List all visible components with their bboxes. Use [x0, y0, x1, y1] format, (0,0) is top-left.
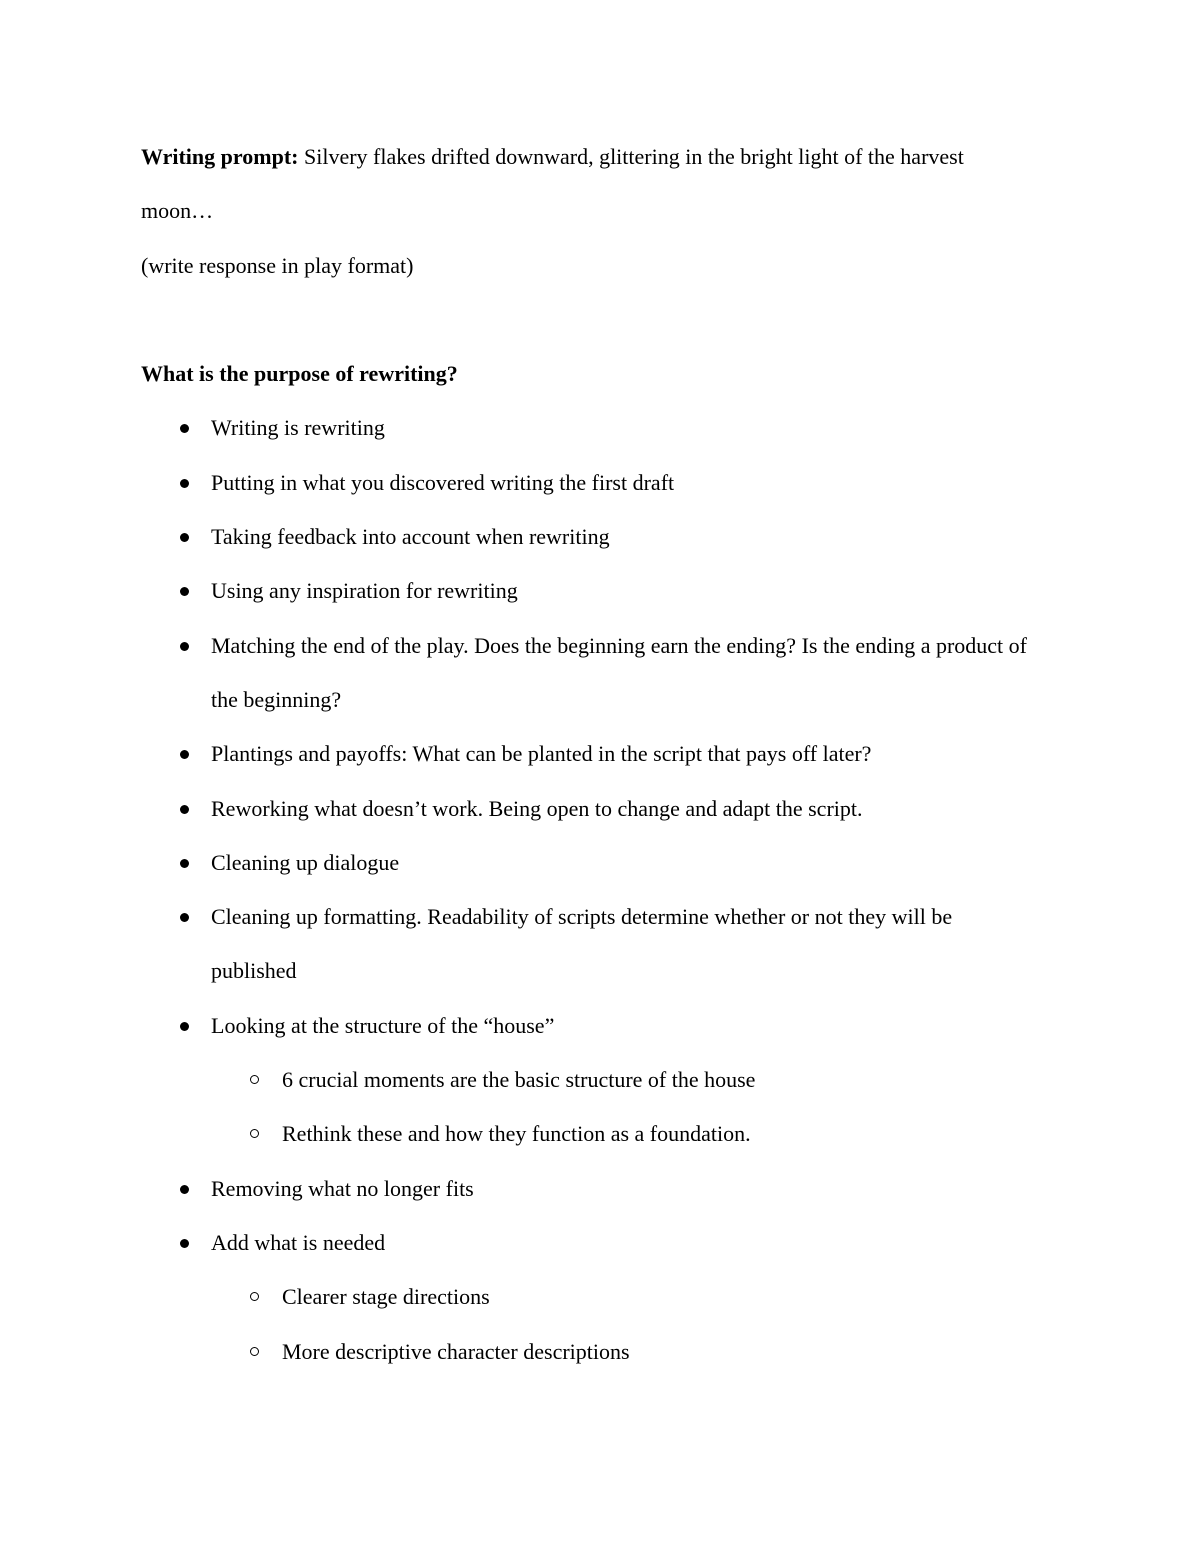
bullet-icon [180, 859, 189, 868]
bullet-icon [180, 913, 189, 922]
sub-list-item-text: 6 crucial moments are the basic structure of the house [282, 1067, 756, 1093]
hollow-bullet-icon [250, 1075, 259, 1084]
bullet-icon [180, 1239, 189, 1248]
list-item-text: Removing what no longer fits [211, 1175, 474, 1201]
list-item [141, 510, 1041, 564]
writing-prompt-text: Silvery flakes drifted downward, glittering in the bright light of the harvest moon… [141, 144, 964, 224]
sub-list-item [211, 1325, 1041, 1379]
writing-prompt [141, 130, 1041, 239]
list-item-text: Looking at the structure of the “house” [211, 1012, 555, 1038]
bullet-icon [180, 587, 189, 596]
sub-list-item [211, 1270, 1041, 1324]
section-heading: What is the purpose of rewriting? [141, 361, 458, 387]
list-item [141, 401, 1041, 455]
sub-list-item-text: Clearer stage directions [282, 1284, 490, 1310]
sub-list-item [211, 1107, 1041, 1161]
list-item [141, 1216, 1041, 1379]
writing-prompt-label: Writing prompt: [141, 144, 299, 169]
list-item-text: Cleaning up dialogue [211, 849, 400, 875]
list-item [141, 564, 1041, 618]
document-body [141, 130, 1041, 1379]
sub-list-item-text: Rethink these and how they function as a foundation. [282, 1121, 751, 1147]
bullet-icon [180, 479, 189, 488]
hollow-bullet-icon [250, 1292, 259, 1301]
list-item [141, 999, 1041, 1162]
list-item-text: Reworking what doesn’t work. Being open to change and adapt the script. [211, 795, 863, 821]
bullet-icon [180, 424, 189, 433]
list-item-text: Add what is needed [211, 1229, 386, 1255]
bullet-icon [180, 805, 189, 814]
sub-list-item-text: More descriptive character descriptions [282, 1338, 630, 1364]
list-item [141, 1162, 1041, 1216]
list-item [141, 890, 1041, 999]
purpose-list [141, 401, 1041, 1378]
bullet-icon [180, 1022, 189, 1031]
hollow-bullet-icon [250, 1347, 259, 1356]
bullet-icon [180, 1185, 189, 1194]
list-item [141, 456, 1041, 510]
sub-list [211, 1053, 1041, 1162]
sub-list [211, 1270, 1041, 1379]
list-item [141, 836, 1041, 890]
hollow-bullet-icon [250, 1129, 259, 1138]
bullet-icon [180, 750, 189, 759]
list-item [141, 727, 1041, 781]
list-item [141, 619, 1041, 728]
sub-list-item [211, 1053, 1041, 1107]
prompt-instruction: (write response in play format) [141, 252, 414, 278]
list-item [141, 782, 1041, 836]
list-item-text: Plantings and payoffs: What can be planted in the script that pays off later? [211, 741, 872, 767]
list-item-text: Taking feedback into account when rewriting [211, 524, 610, 550]
list-item-text: Putting in what you discovered writing the first draft [211, 469, 675, 495]
list-item-text: Cleaning up formatting. Readability of scripts determine whether or not they will be published [211, 904, 953, 984]
blank-line [141, 293, 1041, 347]
list-item-text: Using any inspiration for rewriting [211, 578, 518, 604]
bullet-icon [180, 642, 189, 651]
list-item-text: Matching the end of the play. Does the beginning earn the ending? Is the ending a product of the beginning? [211, 632, 1027, 712]
bullet-icon [180, 533, 189, 542]
list-item-text: Writing is rewriting [211, 415, 385, 441]
